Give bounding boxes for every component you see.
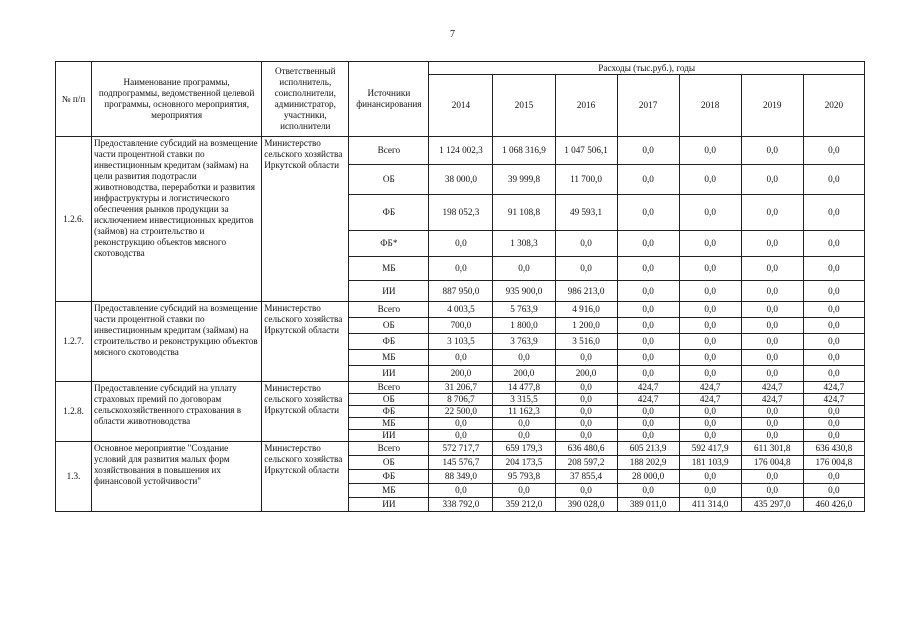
- cost-value: 0,0: [679, 350, 741, 366]
- header-year: 2016: [555, 75, 617, 137]
- cost-value: 0,0: [803, 470, 864, 484]
- cost-value: 0,0: [803, 418, 864, 430]
- row-number: 1.2.6.: [56, 137, 92, 302]
- responsible-executor: Министерство сельского хозяйства Иркутской области: [262, 382, 349, 442]
- cost-value: 0,0: [493, 350, 555, 366]
- cost-value: 0,0: [803, 137, 864, 165]
- cost-value: 14 477,8: [493, 382, 555, 394]
- budget-table: [55, 61, 865, 512]
- cost-value: 887 950,0: [429, 281, 493, 302]
- cost-value: 0,0: [617, 231, 679, 257]
- cost-value: 0,0: [741, 366, 803, 382]
- measure-name: Основное мероприятие "Создание условий для развития малых форм хозяйствования в повышения их финансовой устойчивости": [92, 442, 262, 512]
- cost-value: 1 800,0: [493, 318, 555, 334]
- cost-value: 424,7: [741, 394, 803, 406]
- cost-value: 11 162,3: [493, 406, 555, 418]
- cost-value: 0,0: [617, 302, 679, 318]
- cost-value: 0,0: [803, 366, 864, 382]
- cost-value: 0,0: [493, 418, 555, 430]
- header-year: 2014: [429, 75, 493, 137]
- row-number: 1.2.7.: [56, 302, 92, 382]
- cost-value: 0,0: [679, 418, 741, 430]
- cost-value: 0,0: [679, 302, 741, 318]
- cost-value: 176 004,8: [803, 456, 864, 470]
- cost-value: 49 593,1: [555, 195, 617, 231]
- cost-value: 181 103,9: [679, 456, 741, 470]
- cost-value: 0,0: [679, 470, 741, 484]
- cost-value: 0,0: [617, 418, 679, 430]
- cost-value: 0,0: [741, 350, 803, 366]
- cost-value: 145 576,7: [429, 456, 493, 470]
- funding-source: Всего: [349, 382, 429, 394]
- cost-value: 1 124 002,3: [429, 137, 493, 165]
- funding-source: ОБ: [349, 456, 429, 470]
- funding-source: ИИ: [349, 498, 429, 512]
- funding-source: МБ: [349, 257, 429, 281]
- row-number: 1.2.8.: [56, 382, 92, 442]
- cost-value: 0,0: [617, 484, 679, 498]
- cost-value: 0,0: [741, 318, 803, 334]
- cost-value: 0,0: [741, 334, 803, 350]
- cost-value: 424,7: [679, 382, 741, 394]
- funding-source: МБ: [349, 418, 429, 430]
- cost-value: 22 500,0: [429, 406, 493, 418]
- cost-value: 0,0: [741, 195, 803, 231]
- cost-value: 91 108,8: [493, 195, 555, 231]
- cost-value: 3 103,5: [429, 334, 493, 350]
- cost-value: 0,0: [555, 430, 617, 442]
- cost-value: 605 213,9: [617, 442, 679, 456]
- cost-value: 200,0: [493, 366, 555, 382]
- cost-value: 5 763,9: [493, 302, 555, 318]
- cost-value: 0,0: [679, 165, 741, 195]
- funding-source: ФБ: [349, 195, 429, 231]
- cost-value: 0,0: [803, 257, 864, 281]
- cost-value: 390 028,0: [555, 498, 617, 512]
- cost-value: 0,0: [803, 334, 864, 350]
- funding-source: ОБ: [349, 165, 429, 195]
- cost-value: 0,0: [803, 350, 864, 366]
- cost-value: 0,0: [679, 195, 741, 231]
- cost-value: 95 793,8: [493, 470, 555, 484]
- cost-value: 389 011,0: [617, 498, 679, 512]
- measure-name: Предоставление субсидий на возмещение части процентной ставки по инвестиционным кредитам (займам) на цели развития подотрасли животноводства, переработки и развития инфраструктуры и логистического обеспечения рынков продукции за исключением инвестиционных кредитов (займов) на строительство и реконструкцию объектов мясного скотоводства: [92, 137, 262, 302]
- cost-value: 0,0: [429, 430, 493, 442]
- cost-value: 200,0: [555, 366, 617, 382]
- cost-value: 204 173,5: [493, 456, 555, 470]
- cost-value: 0,0: [493, 430, 555, 442]
- page-number: 7: [450, 29, 455, 40]
- cost-value: 0,0: [493, 257, 555, 281]
- cost-value: 37 855,4: [555, 470, 617, 484]
- cost-value: 0,0: [679, 318, 741, 334]
- funding-source: ОБ: [349, 394, 429, 406]
- funding-source: ИИ: [349, 366, 429, 382]
- cost-value: 88 349,0: [429, 470, 493, 484]
- cost-value: 0,0: [679, 334, 741, 350]
- cost-value: 0,0: [555, 257, 617, 281]
- cost-value: 3 763,9: [493, 334, 555, 350]
- cost-value: 1 068 316,9: [493, 137, 555, 165]
- cost-value: 592 417,9: [679, 442, 741, 456]
- responsible-executor: Министерство сельского хозяйства Иркутской области: [262, 302, 349, 382]
- funding-source: МБ: [349, 484, 429, 498]
- cost-value: 3 315,5: [493, 394, 555, 406]
- cost-value: 460 426,0: [803, 498, 864, 512]
- funding-source: Всего: [349, 302, 429, 318]
- header-responsible: Ответственный исполнитель, соисполнители, администратор, участники, исполнители: [262, 62, 349, 137]
- header-year: 2017: [617, 75, 679, 137]
- cost-value: 0,0: [617, 281, 679, 302]
- cost-value: 3 516,0: [555, 334, 617, 350]
- cost-value: 0,0: [617, 195, 679, 231]
- cost-value: 0,0: [617, 257, 679, 281]
- cost-value: 424,7: [803, 382, 864, 394]
- cost-value: 659 179,3: [493, 442, 555, 456]
- table-row: [56, 137, 865, 165]
- funding-source: ФБ: [349, 470, 429, 484]
- cost-value: 424,7: [617, 394, 679, 406]
- cost-value: 0,0: [429, 484, 493, 498]
- cost-value: 0,0: [803, 406, 864, 418]
- cost-value: 0,0: [803, 430, 864, 442]
- cost-value: 0,0: [741, 430, 803, 442]
- measure-name: Предоставление субсидий на возмещение части процентной ставки по инвестиционным кредитам (займам) на строительство и реконструкцию объектов мясного скотоводства: [92, 302, 262, 382]
- cost-value: 424,7: [803, 394, 864, 406]
- header-year: 2018: [679, 75, 741, 137]
- header-num: № п/п: [56, 62, 92, 137]
- cost-value: 208 597,2: [555, 456, 617, 470]
- funding-source: ФБ*: [349, 231, 429, 257]
- cost-value: 0,0: [803, 165, 864, 195]
- cost-value: 0,0: [493, 484, 555, 498]
- cost-value: 572 717,7: [429, 442, 493, 456]
- cost-value: 4 916,0: [555, 302, 617, 318]
- cost-value: 200,0: [429, 366, 493, 382]
- cost-value: 0,0: [741, 165, 803, 195]
- cost-value: 0,0: [617, 137, 679, 165]
- funding-source: ОБ: [349, 318, 429, 334]
- cost-value: 0,0: [679, 406, 741, 418]
- header-year: 2019: [741, 75, 803, 137]
- cost-value: 0,0: [741, 302, 803, 318]
- cost-value: 1 047 506,1: [555, 137, 617, 165]
- cost-value: 359 212,0: [493, 498, 555, 512]
- cost-value: 700,0: [429, 318, 493, 334]
- cost-value: 0,0: [679, 484, 741, 498]
- cost-value: 176 004,8: [741, 456, 803, 470]
- cost-value: 28 000,0: [617, 470, 679, 484]
- cost-value: 0,0: [741, 418, 803, 430]
- funding-source: ФБ: [349, 406, 429, 418]
- cost-value: 0,0: [803, 484, 864, 498]
- row-number: 1.3.: [56, 442, 92, 512]
- measure-name: Предоставление субсидий на уплату страховых премий по договорам сельскохозяйственного страхования в области животноводства: [92, 382, 262, 442]
- cost-value: 424,7: [679, 394, 741, 406]
- cost-value: 338 792,0: [429, 498, 493, 512]
- cost-value: 0,0: [741, 231, 803, 257]
- header-year: 2020: [803, 75, 864, 137]
- header-costs: Расходы (тыс.руб.), годы: [429, 62, 865, 75]
- cost-value: 0,0: [617, 430, 679, 442]
- cost-value: 0,0: [617, 318, 679, 334]
- cost-value: 424,7: [741, 382, 803, 394]
- cost-value: 0,0: [555, 350, 617, 366]
- responsible-executor: Министерство сельского хозяйства Иркутской области: [262, 137, 349, 302]
- cost-value: 0,0: [429, 257, 493, 281]
- cost-value: 0,0: [679, 430, 741, 442]
- cost-value: 198 052,3: [429, 195, 493, 231]
- responsible-executor: Министерство сельского хозяйства Иркутской области: [262, 442, 349, 512]
- cost-value: 0,0: [803, 318, 864, 334]
- cost-value: 0,0: [741, 406, 803, 418]
- cost-value: 424,7: [617, 382, 679, 394]
- cost-value: 0,0: [617, 366, 679, 382]
- cost-value: 0,0: [741, 470, 803, 484]
- header-year: 2015: [493, 75, 555, 137]
- cost-value: 986 213,0: [555, 281, 617, 302]
- header-name: Наименование программы, подпрограммы, ведомственной целевой программы, основного мероприятия, мероприятия: [92, 62, 262, 137]
- cost-value: 0,0: [803, 302, 864, 318]
- cost-value: 0,0: [555, 406, 617, 418]
- funding-source: МБ: [349, 350, 429, 366]
- cost-value: 0,0: [679, 257, 741, 281]
- cost-value: 0,0: [679, 137, 741, 165]
- table-row: [56, 382, 865, 394]
- cost-value: 0,0: [555, 394, 617, 406]
- cost-value: 0,0: [741, 257, 803, 281]
- cost-value: 0,0: [555, 231, 617, 257]
- cost-value: 0,0: [679, 281, 741, 302]
- cost-value: 0,0: [429, 418, 493, 430]
- table-row: [56, 442, 865, 456]
- cost-value: 0,0: [617, 334, 679, 350]
- cost-value: 1 200,0: [555, 318, 617, 334]
- cost-value: 0,0: [741, 281, 803, 302]
- funding-source: ИИ: [349, 430, 429, 442]
- cost-value: 31 206,7: [429, 382, 493, 394]
- cost-value: 38 000,0: [429, 165, 493, 195]
- cost-value: 0,0: [555, 382, 617, 394]
- cost-value: 0,0: [803, 231, 864, 257]
- cost-value: 0,0: [679, 231, 741, 257]
- cost-value: 0,0: [803, 281, 864, 302]
- funding-source: ИИ: [349, 281, 429, 302]
- cost-value: 636 430,8: [803, 442, 864, 456]
- cost-value: 0,0: [617, 406, 679, 418]
- funding-source: ФБ: [349, 334, 429, 350]
- cost-value: 0,0: [741, 484, 803, 498]
- cost-value: 1 308,3: [493, 231, 555, 257]
- cost-value: 411 314,0: [679, 498, 741, 512]
- cost-value: 0,0: [429, 231, 493, 257]
- cost-value: 0,0: [429, 350, 493, 366]
- cost-value: 0,0: [617, 165, 679, 195]
- cost-value: 0,0: [679, 366, 741, 382]
- cost-value: 11 700,0: [555, 165, 617, 195]
- cost-value: 935 900,0: [493, 281, 555, 302]
- cost-value: 0,0: [741, 137, 803, 165]
- cost-value: 0,0: [803, 195, 864, 231]
- cost-value: 39 999,8: [493, 165, 555, 195]
- cost-value: 0,0: [555, 418, 617, 430]
- cost-value: 611 301,8: [741, 442, 803, 456]
- cost-value: 4 003,5: [429, 302, 493, 318]
- cost-value: 8 706,7: [429, 394, 493, 406]
- cost-value: 0,0: [555, 484, 617, 498]
- cost-value: 636 480,6: [555, 442, 617, 456]
- funding-source: Всего: [349, 442, 429, 456]
- funding-source: Всего: [349, 137, 429, 165]
- table-row: [56, 302, 865, 318]
- header-sources: Источники финансирования: [349, 62, 429, 137]
- cost-value: 435 297,0: [741, 498, 803, 512]
- cost-value: 0,0: [617, 350, 679, 366]
- cost-value: 188 202,9: [617, 456, 679, 470]
